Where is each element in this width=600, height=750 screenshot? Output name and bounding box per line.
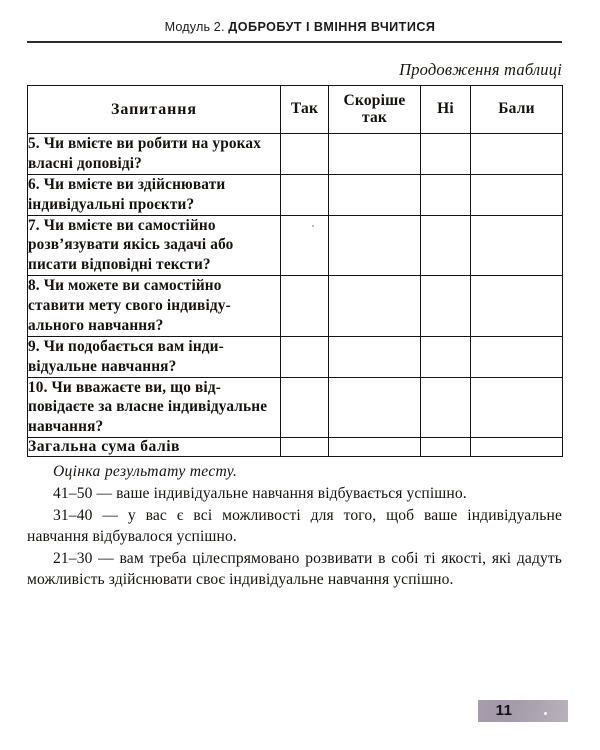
scoring-section (27, 461, 562, 591)
answer-cell-rather-yes[interactable] (329, 215, 421, 276)
folio-artifact-speck (544, 712, 547, 715)
answer-cell-rather-yes[interactable] (329, 336, 421, 377)
question-text: 10. Чи вважаєте ви, що відповідаєте за власне індивідуальне навчання? (28, 377, 281, 438)
answer-cell-points[interactable] (471, 215, 563, 276)
table-row (28, 336, 563, 377)
answer-cell-no[interactable] (421, 276, 471, 337)
total-cell-yes[interactable] (281, 438, 329, 457)
column-header-no: Ні (421, 86, 471, 134)
column-header-rather-yes-line1: Скоріше (343, 91, 406, 109)
score-band-41-50: 41–50 — ваше індивідуальне навчання відбувається успішно. (53, 484, 467, 502)
self-assessment-table (27, 85, 563, 457)
answer-cell-rather-yes[interactable] (329, 174, 421, 215)
page-number: 11 (495, 702, 513, 719)
answer-cell-rather-yes[interactable] (329, 377, 421, 438)
scoring-heading: Оцінка результату тесту. (53, 463, 238, 480)
running-head (0, 20, 600, 34)
table-row (28, 174, 563, 215)
running-head-title: ДОБРОБУТ І ВМІННЯ ВЧИТИСЯ (228, 20, 436, 34)
answer-cell-yes[interactable] (281, 215, 329, 276)
answer-cell-points[interactable] (471, 377, 563, 438)
answer-cell-yes[interactable] (281, 276, 329, 337)
table-row (28, 215, 563, 276)
scan-artifact-speck (312, 225, 314, 227)
running-head-prefix: Модуль 2. (164, 20, 225, 34)
total-cell-no[interactable] (421, 438, 471, 457)
table-header (28, 86, 563, 134)
table-row (28, 377, 563, 438)
answer-cell-yes[interactable] (281, 377, 329, 438)
table-row (28, 134, 563, 175)
answer-cell-no[interactable] (421, 174, 471, 215)
question-text: 5. Чи вмієте ви робити на уроках власні доповіді? (28, 134, 281, 175)
column-header-question: Запитання (28, 86, 281, 134)
question-text: 8. Чи можете ви самостійно ставити мету свого індивідуального навчання? (28, 276, 281, 337)
column-header-yes: Так (281, 86, 329, 134)
answer-cell-points[interactable] (471, 134, 563, 175)
table-body (28, 134, 563, 457)
table-total-row (28, 438, 563, 457)
question-text: 7. Чи вмієте ви самостійно розв’язувати якісь задачі або писати відповідні тексти? (28, 215, 281, 276)
column-header-points: Бали (471, 86, 563, 134)
answer-cell-rather-yes[interactable] (329, 276, 421, 337)
total-cell-points[interactable] (471, 438, 563, 457)
table-header-row (28, 86, 563, 134)
question-text: 9. Чи подобається вам індивідуальне навчання? (28, 336, 281, 377)
answer-cell-points[interactable] (471, 174, 563, 215)
total-label: Загальна сума балів (28, 438, 281, 457)
header-rule (27, 41, 562, 43)
table-continuation-caption: Продовження таблиці (399, 60, 562, 79)
answer-cell-no[interactable] (421, 215, 471, 276)
answer-cell-no[interactable] (421, 377, 471, 438)
answer-cell-no[interactable] (421, 134, 471, 175)
answer-cell-yes[interactable] (281, 134, 329, 175)
score-band-31-40: 31–40 — у вас є всі можливості для того, щоб ваше індивідуальне навчання відбувалося успішно. (27, 506, 562, 546)
answer-cell-no[interactable] (421, 336, 471, 377)
total-cell-rather-yes[interactable] (329, 438, 421, 457)
answer-cell-yes[interactable] (281, 174, 329, 215)
score-band-21-30: 21–30 — вам треба цілеспрямовано розвивати в собі ті якості, які дадуть можливість здійснювати своє індивідуальне навчання успішно. (27, 549, 562, 589)
answer-cell-rather-yes[interactable] (329, 134, 421, 175)
column-header-rather-yes (329, 86, 421, 134)
table-row (28, 276, 563, 337)
column-header-rather-yes-line2: так (361, 108, 388, 126)
question-text: 6. Чи вмієте ви здійснювати індивідуальні проєкти? (28, 174, 281, 215)
answer-cell-points[interactable] (471, 336, 563, 377)
answer-cell-yes[interactable] (281, 336, 329, 377)
answer-cell-points[interactable] (471, 276, 563, 337)
